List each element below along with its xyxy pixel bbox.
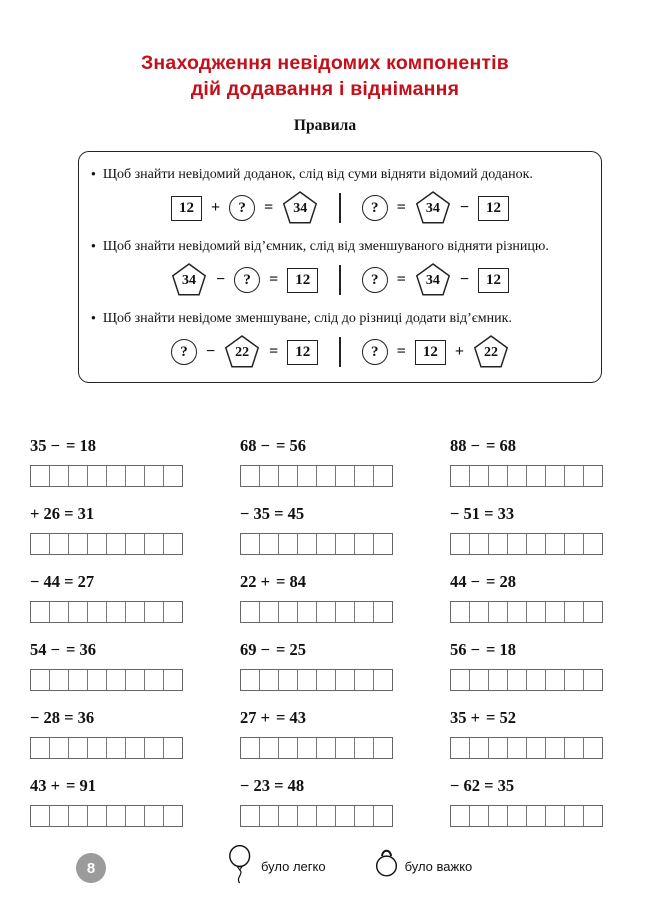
square-box <box>287 340 318 365</box>
equation-right-text: − 35 = 45 <box>240 503 305 523</box>
bullet-icon: ● <box>91 169 96 178</box>
problem-equation <box>240 704 410 731</box>
problem-item <box>30 568 200 623</box>
problem-item <box>240 772 410 827</box>
problem-item <box>450 772 620 827</box>
rule-1-equation <box>89 191 591 225</box>
rule-2-text <box>91 236 589 256</box>
bullet-icon: ● <box>91 241 96 250</box>
problem-item <box>240 432 410 487</box>
answer-grid-strip <box>450 601 603 623</box>
vertical-divider <box>339 265 341 295</box>
equation-right-text: − 44 = 27 <box>30 571 95 591</box>
equation-left-text: 69 − <box>240 639 271 659</box>
problem-equation <box>240 432 410 459</box>
problem-equation <box>30 636 200 663</box>
problem-equation <box>30 432 200 459</box>
pentagon-box <box>415 191 451 225</box>
problem-equation <box>30 704 200 731</box>
rule-1 <box>89 164 591 225</box>
answer-grid-strip <box>240 465 393 487</box>
equation-left-text: 56 − <box>450 639 481 659</box>
answer-grid-strip <box>450 465 603 487</box>
equation-right-text: = 25 <box>276 639 307 659</box>
equation-right-text: = 91 <box>66 775 97 795</box>
pentagon-box <box>224 335 260 369</box>
answer-grid-strip <box>30 465 183 487</box>
square-box-value: 12 <box>422 343 438 360</box>
rule-3-equation <box>89 335 591 369</box>
answer-grid-strip <box>240 805 393 827</box>
page-title <box>0 0 650 102</box>
problem-equation <box>240 772 410 799</box>
circle-box-value: ? <box>243 271 251 288</box>
equation-left-text: 35 + <box>450 707 481 727</box>
circle-box <box>362 267 388 293</box>
answer-grid-strip <box>450 669 603 691</box>
equation-right-text: − 23 = 48 <box>240 775 305 795</box>
problem-equation <box>30 772 200 799</box>
equation-right-text: + 26 = 31 <box>30 503 95 523</box>
answer-grid-strip <box>30 601 183 623</box>
easy-legend-item <box>228 845 326 885</box>
square-box <box>171 196 202 221</box>
square-box-value: 12 <box>486 199 501 216</box>
equation-left-text: 54 − <box>30 639 61 659</box>
equation-right-text: − 28 = 36 <box>30 707 95 727</box>
problem-item <box>450 704 620 759</box>
square-box-value: 12 <box>295 271 311 288</box>
problem-item <box>30 432 200 487</box>
problem-equation <box>450 432 620 459</box>
equation-left-text: 22 + <box>240 571 271 591</box>
pentagon-box <box>171 263 207 297</box>
equation-right-text: = 28 <box>486 571 517 591</box>
operator: − <box>216 271 226 288</box>
rule-3 <box>89 308 591 369</box>
square-box-value: 12 <box>486 271 501 288</box>
operator: = <box>269 271 279 288</box>
equation-left-text: 44 − <box>450 571 481 591</box>
equation-left-text: 68 − <box>240 435 271 455</box>
problem-item <box>240 568 410 623</box>
equation-right-text: = 52 <box>486 707 517 727</box>
problems-grid <box>30 432 620 827</box>
operator: = <box>396 199 406 216</box>
rule-2-equation <box>89 263 591 297</box>
square-box <box>287 268 318 293</box>
problem-item <box>240 636 410 691</box>
circle-box-value: ? <box>238 199 246 216</box>
equation-left-text: 43 + <box>30 775 61 795</box>
answer-grid-strip <box>30 805 183 827</box>
problem-equation <box>30 568 200 595</box>
answer-grid-strip <box>450 737 603 759</box>
pentagon-box-value: 34 <box>425 273 440 288</box>
square-box-value: 12 <box>179 199 194 216</box>
equation-left-text: 88 − <box>450 435 481 455</box>
equation-right-text: = 43 <box>276 707 307 727</box>
answer-grid-strip <box>30 533 183 555</box>
problem-equation <box>450 568 620 595</box>
problem-equation <box>30 500 200 527</box>
rules-box <box>78 151 602 383</box>
operator: + <box>454 343 464 360</box>
pentagon-box <box>473 335 509 369</box>
answer-grid-strip <box>240 533 393 555</box>
circle-box-value: ? <box>371 343 379 360</box>
circle-box <box>234 267 260 293</box>
balloon-icon <box>228 845 255 885</box>
problem-item <box>450 500 620 555</box>
circle-box-value: ? <box>371 271 379 288</box>
pentagon-box <box>415 263 451 297</box>
pentagon-box-value: 22 <box>484 345 498 360</box>
pentagon-box <box>282 191 318 225</box>
answer-grid-strip <box>450 805 603 827</box>
operator: = <box>264 199 274 216</box>
operator: = <box>269 343 279 360</box>
problem-item <box>30 636 200 691</box>
equation-right-text: = 68 <box>486 435 517 455</box>
square-box-value: 12 <box>295 343 311 360</box>
vertical-divider <box>339 337 341 367</box>
rule-2-text-content: Щоб знайти невідомий від’ємник, слід від зменшуваного відняти різницю. <box>102 239 549 254</box>
problem-equation <box>240 636 410 663</box>
square-box <box>478 196 509 221</box>
answer-grid-strip <box>240 669 393 691</box>
operator: = <box>396 343 406 360</box>
bullet-icon: ● <box>91 313 96 322</box>
problem-item <box>30 704 200 759</box>
circle-box-value: ? <box>180 343 188 360</box>
answer-grid-strip <box>450 533 603 555</box>
equation-right-text: = 84 <box>276 571 307 591</box>
problem-equation <box>240 568 410 595</box>
problem-item <box>450 636 620 691</box>
pentagon-box-value: 34 <box>182 273 196 288</box>
operator: − <box>459 199 469 216</box>
equation-right-text: = 56 <box>276 435 307 455</box>
equation-left-text: 35 − <box>30 435 61 455</box>
equation-right-text: = 36 <box>66 639 97 659</box>
rule-3-text <box>91 308 589 328</box>
kettlebell-icon <box>374 845 399 878</box>
operator: − <box>206 343 216 360</box>
operator: = <box>396 271 406 288</box>
easy-label: було легко <box>261 859 326 874</box>
answer-grid-strip <box>240 737 393 759</box>
hard-legend-item <box>374 845 473 878</box>
problem-item <box>450 432 620 487</box>
problem-item <box>240 500 410 555</box>
square-box <box>478 268 509 293</box>
problem-equation <box>450 772 620 799</box>
problem-item <box>450 568 620 623</box>
problem-item <box>30 772 200 827</box>
operator: + <box>211 199 221 216</box>
equation-right-text: − 51 = 33 <box>450 503 515 523</box>
rules-heading: Правила <box>293 117 357 134</box>
problem-equation <box>450 500 620 527</box>
difficulty-legend <box>228 845 472 885</box>
equation-left-text: 27 + <box>240 707 271 727</box>
pentagon-box-value: 34 <box>425 201 440 216</box>
circle-box <box>362 339 388 365</box>
rule-1-text-content: Щоб знайти невідомий доданок, слід від суми відняти відомий доданок. <box>102 167 533 182</box>
circle-box-value: ? <box>371 199 379 216</box>
answer-grid-strip <box>240 601 393 623</box>
pentagon-box-value: 22 <box>235 345 250 360</box>
operator: − <box>459 271 469 288</box>
rule-2 <box>89 236 591 297</box>
equation-right-text: − 62 = 35 <box>450 775 515 795</box>
pentagon-box-value: 34 <box>293 201 308 216</box>
square-box <box>415 340 446 365</box>
problem-equation <box>240 500 410 527</box>
problem-equation <box>450 704 620 731</box>
problem-item <box>30 500 200 555</box>
rule-1-text <box>91 164 589 184</box>
equation-right-text: = 18 <box>486 639 517 659</box>
answer-grid-strip <box>30 669 183 691</box>
circle-box <box>229 195 255 221</box>
problem-item <box>240 704 410 759</box>
circle-box <box>362 195 388 221</box>
problem-equation <box>450 636 620 663</box>
rule-3-text-content: Щоб знайти невідоме зменшуване, слід до різниці додати від’ємник. <box>102 311 512 326</box>
equation-right-text: = 18 <box>66 435 97 455</box>
page-number-badge: 8 <box>76 853 106 883</box>
circle-box <box>171 339 197 365</box>
page-title-line2: дій додавання і віднімання <box>190 78 460 100</box>
hard-label: було важко <box>404 859 473 874</box>
answer-grid-strip <box>30 737 183 759</box>
vertical-divider <box>339 193 341 223</box>
page-title-line1: Знаходження невідомих компонентів <box>141 52 509 74</box>
